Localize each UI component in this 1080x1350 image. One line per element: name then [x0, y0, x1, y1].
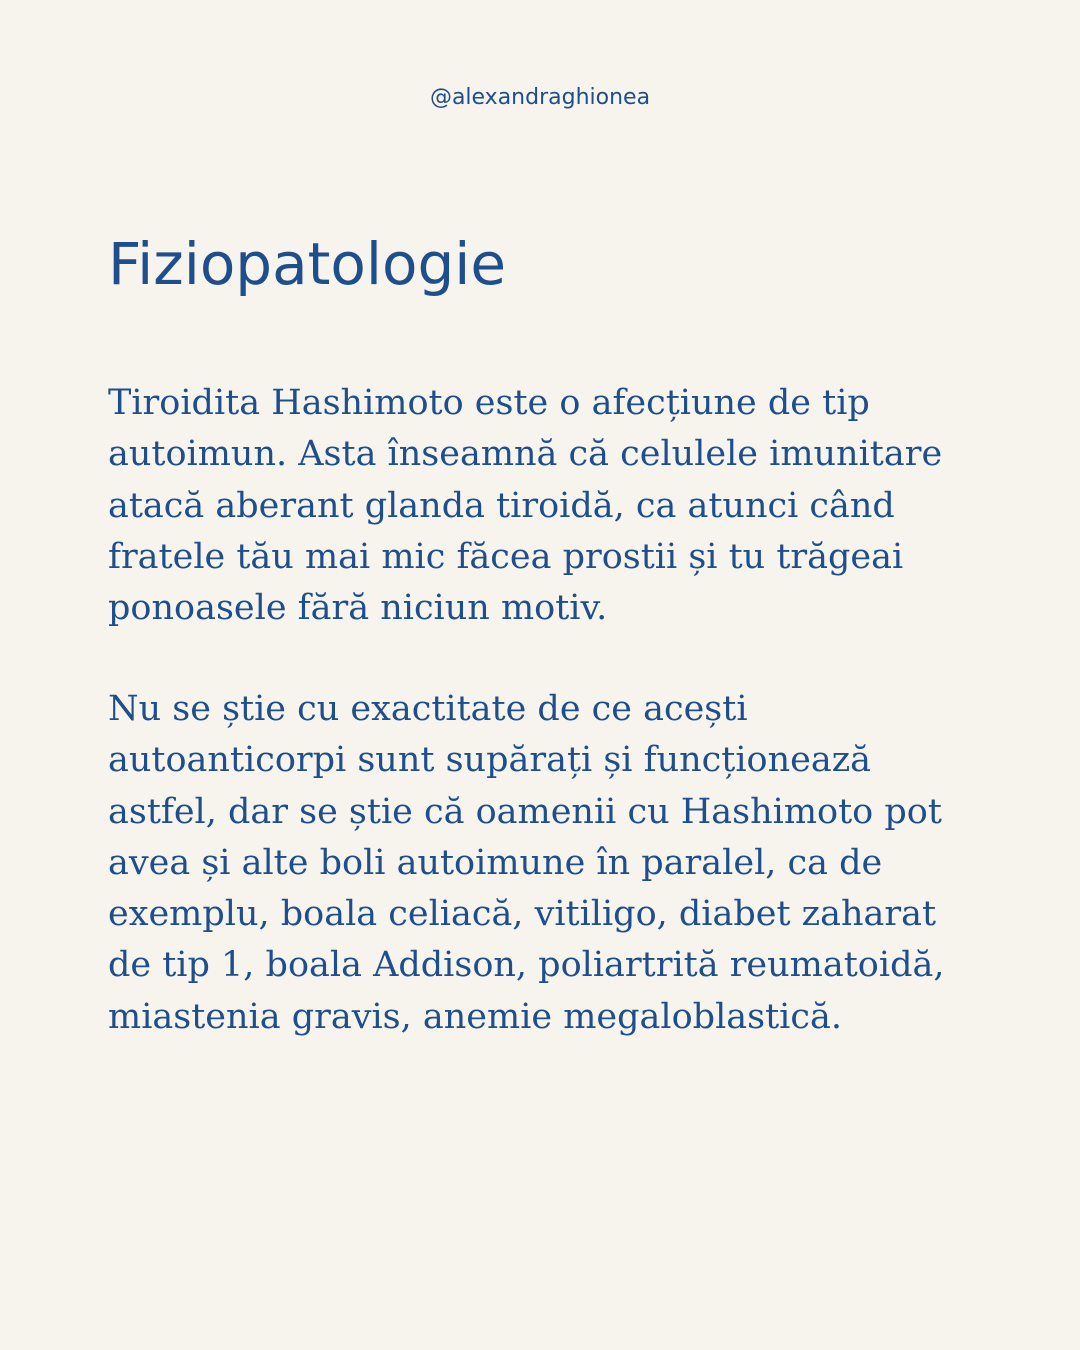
paragraph-line: de tip 1, boala Addison, poliartrită reumatoidă, — [108, 945, 945, 986]
paragraph-line: autoimun. Asta înseamnă că celulele imunitare — [108, 434, 943, 475]
paragraph-line: Tiroidita Hashimoto este o afecțiune de tip — [108, 383, 870, 423]
paragraph-1 — [108, 378, 988, 634]
paragraph-line: autoanticorpi sunt supărați și funcționează — [108, 740, 872, 781]
paragraph-2 — [108, 684, 988, 1043]
paragraph-line: astfel, dar se știe că oamenii cu Hashimoto pot — [108, 791, 942, 832]
page-title: Fiziopatologie — [108, 230, 507, 298]
paragraph-line: miastenia gravis, anemie megaloblastică. — [108, 996, 842, 1037]
paragraph-line: atacă aberant glanda tiroidă, ca atunci când — [108, 485, 895, 526]
paragraph-line: avea și alte boli autoimune în paralel, ca de — [108, 842, 883, 883]
paragraph-line: fratele tău mai mic făcea prostii și tu trăgeai — [108, 536, 904, 577]
paragraph-line: ponoasele fără niciun motiv. — [108, 588, 608, 629]
paragraph-line: Nu se știe cu exactitate de ce acești — [108, 689, 748, 729]
paragraph-line: exemplu, boala celiacă, vitiligo, diabet zaharat — [108, 894, 937, 935]
author-handle: @alexandraghionea — [429, 85, 651, 110]
